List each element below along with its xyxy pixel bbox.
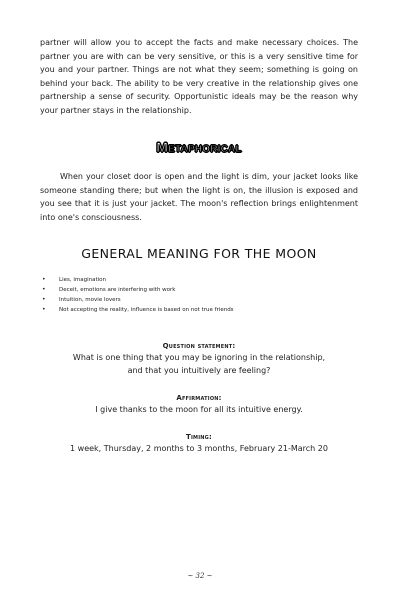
bullet-icon: • [42, 286, 46, 293]
list-item-text: Lies, imagination [59, 277, 107, 283]
timing-block [40, 432, 358, 455]
general-meaning-title: GENERAL MEANING FOR THE MOON [81, 246, 317, 261]
page-number: ~ 32 ~ [187, 572, 213, 580]
list-item [40, 295, 358, 305]
list-item [40, 285, 358, 295]
question-text [40, 351, 358, 377]
list-item [40, 305, 358, 315]
list-item-text: Deceit, emotions are interfering with work [59, 287, 176, 293]
timing-text: 1 week, Thursday, 2 months to 3 months, February 21-March 20 [70, 444, 328, 453]
list-item [40, 275, 358, 285]
metaphorical-heading-wrap [40, 137, 358, 156]
bullet-icon: • [42, 296, 46, 303]
affirmation-block [40, 393, 358, 416]
intro-paragraph: partner will allow you to accept the facts and make necessary choices. The partner you are with can be very sensitive, or this is a very sensitive time for you and your partner. Things are not what they seem; something is going on behind your back. The ability to be very creative in the relationship gives one partnership a sense of security. Opportunistic ideals may be the reason why your partner stays in the relationship. [40, 38, 358, 115]
question-block [40, 341, 358, 377]
question-label: Question statement: [162, 342, 236, 350]
question-line: and that you intuitively are feeling? [127, 366, 271, 375]
meaning-list [40, 275, 358, 315]
question-line: What is one thing that you may be ignoring in the relationship, [72, 353, 326, 362]
timing-label: Timing: [186, 433, 212, 441]
page-content [40, 36, 358, 455]
metaphorical-heading: Metaphorical [156, 139, 242, 155]
metaphorical-paragraph: When your closet door is open and the light is dim, your jacket looks like someone standing there; but when the light is on, the illusion is exposed and you see that it is just your jacket. The moon's reflection brings enlightenment into one's consciousness. [40, 172, 358, 222]
bullet-icon: • [42, 306, 46, 313]
list-item-text: Intuition, movie lovers [59, 297, 121, 303]
bullet-icon: • [42, 276, 46, 283]
affirmation-text: I give thanks to the moon for all its intuitive energy. [95, 405, 303, 414]
affirmation-label: Affirmation: [176, 394, 222, 402]
list-item-text: Not accepting the reality, influence is based on not true friends [59, 307, 234, 313]
